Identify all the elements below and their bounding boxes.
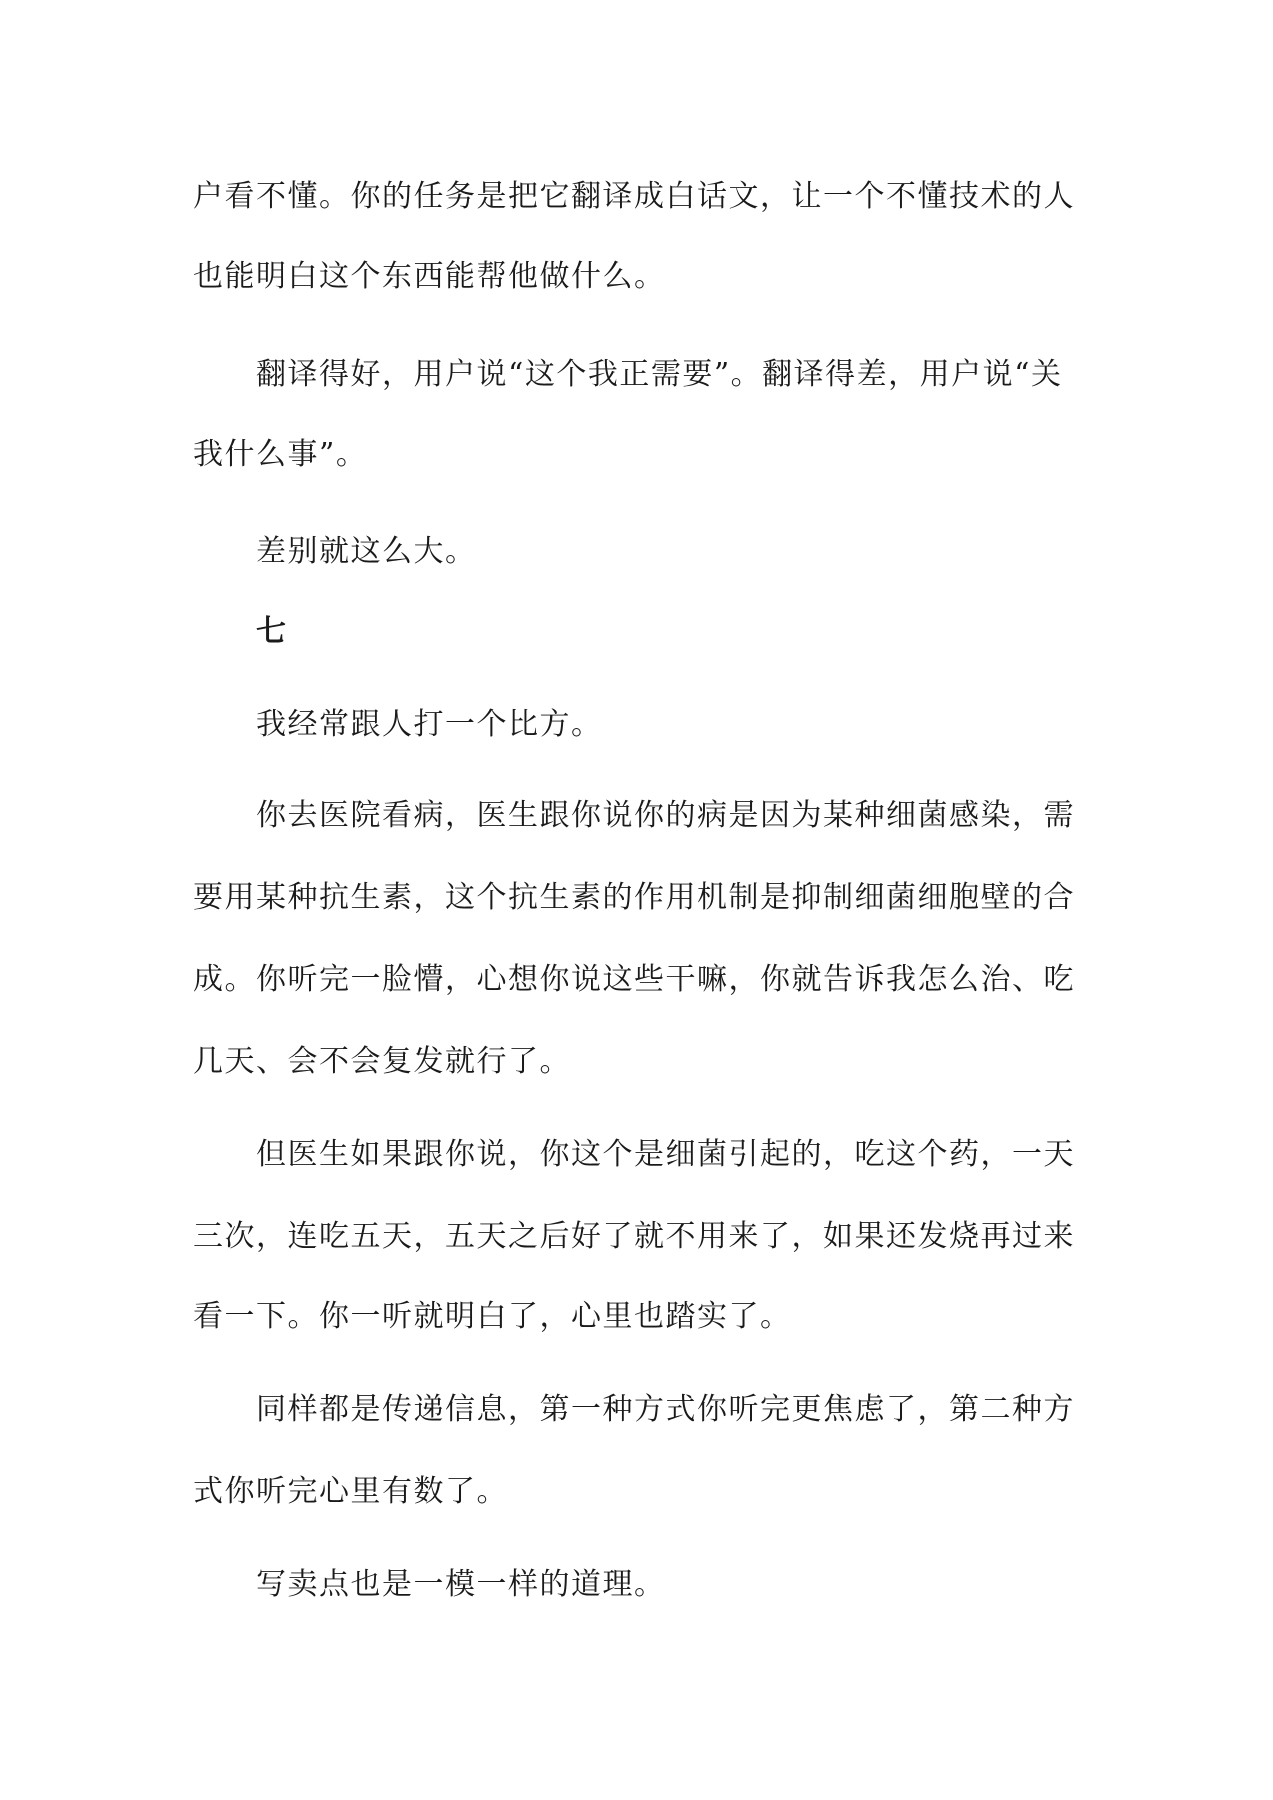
paragraph-line: 也能明白这个东西能帮他做什么。 — [193, 259, 666, 294]
paragraph-line: 同样都是传递信息，第一种方式你听完更焦虑了，第二种方 — [256, 1392, 1075, 1427]
paragraph-line: 要用某种抗生素，这个抗生素的作用机制是抑制细菌细胞壁的合 — [193, 880, 1075, 915]
section-heading: 七 — [256, 614, 288, 649]
paragraph-line: 式你听完心里有数了。 — [193, 1474, 508, 1509]
paragraph-line: 户看不懂。你的任务是把它翻译成白话文，让一个不懂技术的人 — [193, 179, 1075, 214]
paragraph-line: 看一下。你一听就明白了，心里也踏实了。 — [193, 1299, 792, 1334]
paragraph-line: 三次，连吃五天，五天之后好了就不用来了，如果还发烧再过来 — [193, 1219, 1075, 1254]
paragraph-line: 差别就这么大。 — [256, 534, 477, 569]
paragraph-line: 我经常跟人打一个比方。 — [256, 707, 603, 742]
paragraph-line: 我什么事”。 — [193, 437, 368, 472]
paragraph-line: 成。你听完一脸懵，心想你说这些干嘛，你就告诉我怎么治、吃 — [193, 962, 1075, 997]
paragraph-line: 翻译得好，用户说“这个我正需要”。翻译得差，用户说“关 — [256, 357, 1063, 392]
paragraph-line: 几天、会不会复发就行了。 — [193, 1044, 571, 1079]
paragraph-line: 但医生如果跟你说，你这个是细菌引起的，吃这个药，一天 — [256, 1137, 1075, 1172]
paragraph-line: 写卖点也是一模一样的道理。 — [256, 1567, 666, 1602]
paragraph-line: 你去医院看病，医生跟你说你的病是因为某种细菌感染，需 — [256, 798, 1075, 833]
